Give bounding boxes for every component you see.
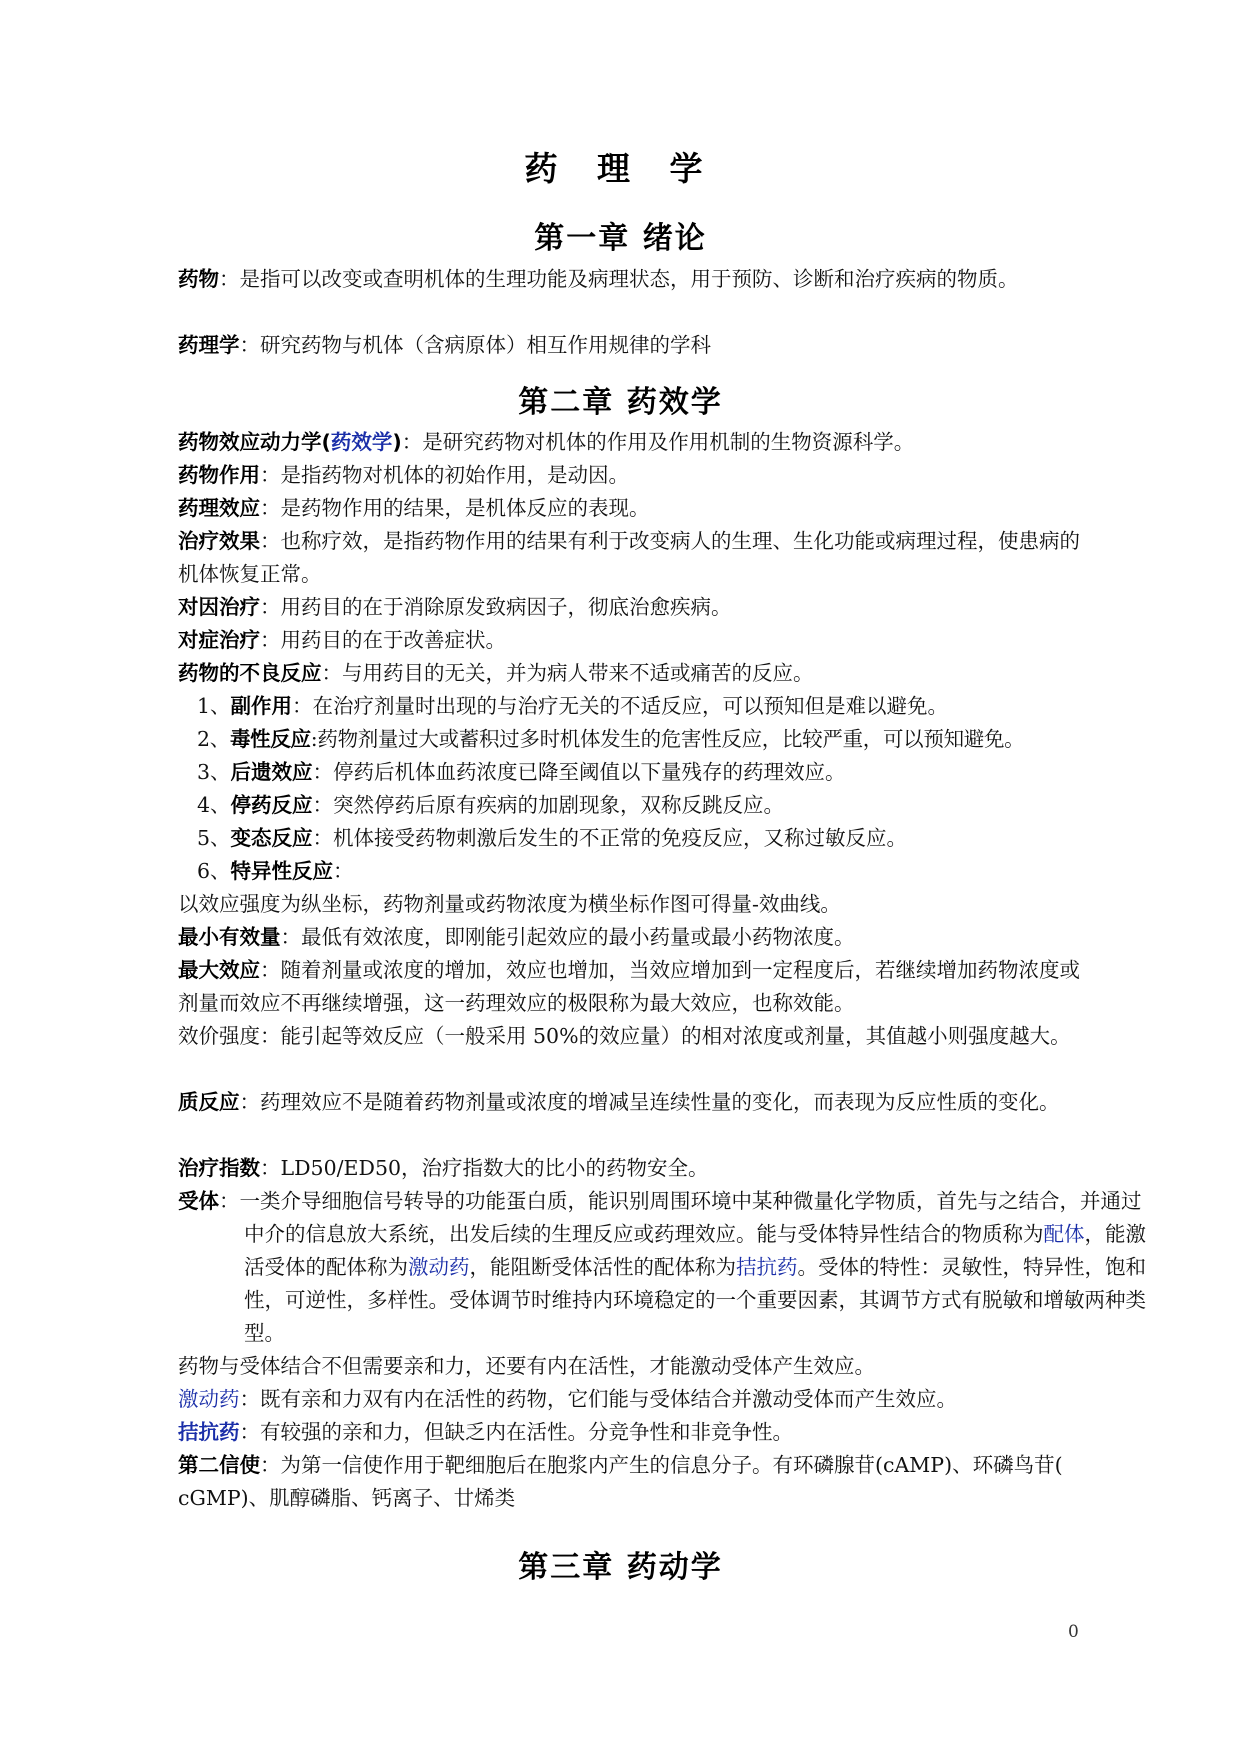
paragraph-potency [178,1020,1086,1053]
definition-second-messenger: ：为第一信使作用于靶细胞后在胞浆内产生的信息分子。有环磷腺苷(cAMP)、环磷鸟苷( cGMP)、肌醇磷脂、钙离子、廿烯类 [178,1453,1063,1510]
paragraph-minimum-effective-dose [178,921,1086,954]
definition-receptor-part: 。受体的特性：灵敏性，特异性，饱和性，可逆性，多样性。受体调节时维持内环境稳定的一个重要因素，其调节方式有脱敏和增敏两种类型。 [244,1255,1146,1345]
definition-pharmacological-effect: ：是药物作用的结果，是机体反应的表现。 [260,496,650,520]
list-item [197,723,1086,756]
list-item-definition: ： [333,859,354,883]
definition-receptor-part: ，能阻断受体活性的配体称为 [469,1255,736,1279]
definition-drug: ：是指可以改变或查明机体的生理功能及病理状态，用于预防、诊断和治疗疾病的物质。 [219,267,1019,291]
definition-therapeutic-effect: ：也称疗效，是指药物作用的结果有利于改变病人的生理、生化功能或病理过程，使患病的机体恢复正常。 [178,529,1080,586]
definition-therapeutic-index: ：LD50/ED50，治疗指数大的比小的药物安全。 [260,1156,709,1180]
term-drug-action: 药物作用 [178,463,260,487]
term-drug: 药物 [178,267,219,291]
list-item-term: 特异性反应 [230,859,334,883]
definition-symptomatic-treatment: ：用药目的在于改善症状。 [260,628,506,652]
paragraph-maximum-effect [178,954,1086,1020]
term-pharmacodynamics-short: 药效学 [330,430,393,454]
list-item-number: 6、 [197,859,231,883]
term-antagonist-inline: 拮抗药 [736,1255,798,1279]
paragraph-pharmacology-definition [178,329,1086,362]
definition-maximum-effect: ：随着剂量或浓度的增加，效应也增加，当效应增加到一定程度后，若继续增加药物浓度或剂量而效应不再继续增强，这一药理效应的极限称为最大效应，也称效能。 [178,958,1080,1015]
term-antagonist: 拮抗药 [178,1420,240,1444]
list-item [197,822,1086,855]
definition-receptor-part: ，能激活受体的配体称为 [244,1222,1146,1279]
paragraph-symptomatic-treatment [178,624,1086,657]
paragraph-agonist [178,1383,1086,1416]
list-item-term: 停药反应 [230,793,313,817]
paragraph-pharmacological-effect [178,492,1086,525]
paragraph-adverse-reactions [178,657,1086,690]
list-item-term: 后遗效应 [230,760,313,784]
list-item-number: 2、 [197,727,230,751]
list-item [197,789,1086,822]
list-item-term: 变态反应 [230,826,313,850]
term-therapeutic-index: 治疗指数 [178,1156,260,1180]
chapter-2-heading: 第二章 药效学 [518,385,723,420]
list-item-number: 3、 [197,760,231,784]
list-item-number: 1、 [197,694,231,718]
paragraph-antagonist [178,1416,1086,1449]
term-ligand: 配体 [1043,1222,1085,1246]
definition-pharmacology: ：研究药物与机体（含病原体）相互作用规律的学科 [239,333,711,357]
paragraph-second-messenger [178,1449,1086,1515]
term-agonist: 激动药 [178,1387,240,1411]
term-second-messenger: 第二信使 [178,1453,260,1477]
paragraph-receptor [178,1185,1152,1350]
term-pharmacodynamics: 药物效应动力学( [178,430,331,454]
paragraph-therapeutic-index [178,1152,1086,1185]
term-etiological-treatment: 对因治疗 [178,595,260,619]
definition-minimum-effective-dose: ：最低有效浓度，即刚能引起效应的最小药量或最小药物浓度。 [280,925,855,949]
term-therapeutic-effect: 治疗效果 [178,529,260,553]
list-item-term: 毒性反应 [229,727,311,751]
definition-quantal-response: ：药理效应不是随着药物剂量或浓度的增减呈连续性量的变化，而表现为反应性质的变化。 [239,1090,1060,1114]
term-adverse-reactions: 药物的不良反应 [178,661,322,685]
text-dose-response-curve: 以效应强度为纵坐标，药物剂量或药物浓度为横坐标作图可得量-效曲线。 [178,892,841,916]
list-item-definition: ：机体接受药物刺激后发生的不正常的免疫反应，又称过敏反应。 [312,826,908,850]
text-potency: 效价强度：能引起等效反应（一般采用 50%的效应量）的相对浓度或剂量，其值越小则强度越大。 [178,1024,1071,1048]
term-receptor: 受体 [178,1189,219,1213]
paragraph-pharmacodynamics [178,426,1086,459]
list-item [197,756,1086,789]
term-symptomatic-treatment: 对症治疗 [178,628,260,652]
term-pharmacology: 药理学 [178,333,240,357]
list-item [197,690,1086,723]
term-pharmacological-effect: 药理效应 [178,496,260,520]
paragraph-dose-response-curve [178,888,1086,921]
list-item-number: 5、 [197,826,231,850]
list-item-term: 副作用 [230,694,293,718]
list-item [197,855,1086,888]
term-maximum-effect: 最大效应 [178,958,260,982]
term-paren-close: ) [392,430,402,454]
paragraph-drug-definition [178,263,1086,296]
paragraph-binding [178,1350,1086,1383]
definition-agonist: ：既有亲和力双有内在活性的药物，它们能与受体结合并激动受体而产生效应。 [239,1387,957,1411]
paragraph-quantal-response [178,1086,1086,1119]
definition-receptor-part: ：一类介导细胞信号转导的功能蛋白质，能识别周围环境中某种微量化学物质，首先与之结合，并通过中介的信息放大系统，出发后续的生理反应或药理效应。能与受体特异性结合的物质称为 [219,1189,1142,1246]
definition-drug-action: ：是指药物对机体的初始作用，是动因。 [260,463,629,487]
definition-adverse-reactions: ：与用药目的无关，并为病人带来不适或痛苦的反应。 [321,661,814,685]
text-binding: 药物与受体结合不但需要亲和力，还要有内在活性，才能激动受体产生效应。 [178,1354,875,1378]
page-number: 0 [1068,1622,1079,1642]
list-item-number: 4、 [197,793,231,817]
term-minimum-effective-dose: 最小有效量 [178,925,281,949]
paragraph-therapeutic-effect [178,525,1086,591]
definition-pharmacodynamics: ：是研究药物对机体的作用及作用机制的生物资源科学。 [401,430,915,454]
term-agonist-inline: 激动药 [408,1255,470,1279]
definition-antagonist: ：有较强的亲和力，但缺乏内在活性。分竞争性和非竞争性。 [239,1420,793,1444]
list-item-definition: :药物剂量过大或蓄积过多时机体发生的危害性反应，比较严重，可以预知避免。 [310,727,1025,751]
paragraph-drug-action [178,459,1086,492]
document-title: 药 理 学 [524,149,717,188]
chapter-1-heading: 第一章 绪论 [534,221,707,256]
term-quantal-response: 质反应 [178,1090,240,1114]
list-item-definition: ：在治疗剂量时出现的与治疗无关的不适反应，可以预知但是难以避免。 [292,694,949,718]
chapter-3-heading: 第三章 药动学 [518,1550,723,1585]
paragraph-etiological-treatment [178,591,1086,624]
list-item-definition: ：停药后机体血药浓度已降至阈值以下量残存的药理效应。 [312,760,846,784]
list-item-definition: ：突然停药后原有疾病的加剧现象，双称反跳反应。 [312,793,785,817]
definition-etiological-treatment: ：用药目的在于消除原发致病因子，彻底治愈疾病。 [260,595,732,619]
